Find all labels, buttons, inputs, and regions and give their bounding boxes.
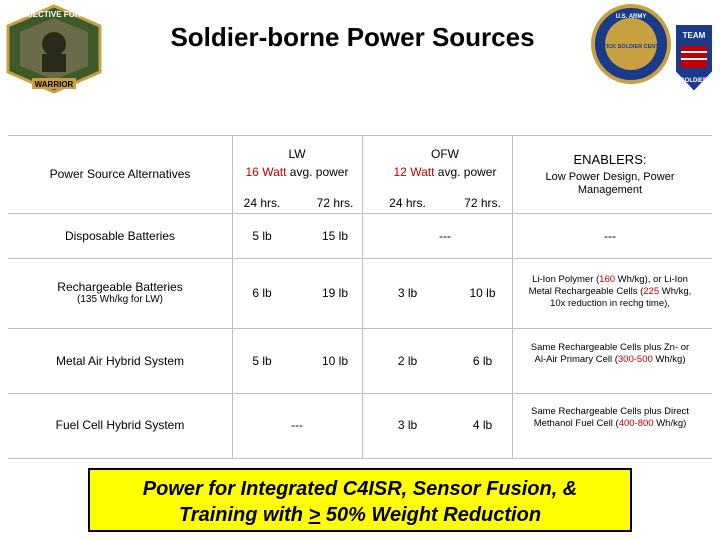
lw-24hr-value: 5 lb bbox=[252, 229, 272, 243]
enabler-highlight: 225 bbox=[643, 286, 660, 297]
enabler-text: Wh/kg, 10x reduction in rechg time), bbox=[550, 286, 692, 309]
svg-text:OBJECTIVE FORCE: OBJECTIVE FORCE bbox=[16, 10, 92, 19]
lw-72hr-value: 10 lb bbox=[321, 354, 349, 368]
lw-watt-num: 16 bbox=[245, 165, 259, 179]
enabler-value bbox=[520, 274, 700, 310]
summary-banner bbox=[88, 468, 632, 532]
enabler-text: Wh/kg) bbox=[653, 418, 687, 429]
lw-24hr-header: 24 hrs. bbox=[243, 196, 281, 210]
enabler-text: Same Rechargeable Cells plus Zn- or Al-Air Primary Cell ( bbox=[530, 342, 690, 365]
svg-text:U.S. ARMY: U.S. ARMY bbox=[615, 14, 647, 20]
banner-text: 50% Weight Reduction bbox=[320, 504, 542, 526]
ofw-72hr-value: 4 lb bbox=[472, 418, 493, 432]
enabler-highlight: 300-500 bbox=[617, 354, 653, 365]
ofw-72hr-value: 10 lb bbox=[469, 286, 496, 300]
enabler-value bbox=[524, 342, 696, 366]
banner-line-2 bbox=[90, 502, 630, 528]
enabler-highlight: 400-800 bbox=[618, 418, 654, 429]
banner-ge-symbol: > bbox=[308, 504, 321, 526]
lw-watt-rest: avg. power bbox=[289, 165, 349, 179]
enabler-highlight: 160 bbox=[599, 274, 616, 285]
row-divider bbox=[8, 258, 712, 259]
ofw-watt-rest: avg. power bbox=[437, 165, 497, 179]
enablers-label: ENABLERS: bbox=[573, 152, 647, 167]
row-name: Rechargeable Batteries bbox=[57, 280, 183, 294]
ofw-watt-unit: Watt bbox=[410, 165, 435, 179]
banner-text: Training with bbox=[178, 504, 309, 526]
ofw-72hr-value: 6 lb bbox=[472, 354, 493, 368]
row-divider bbox=[8, 213, 712, 214]
ofw-header: OFW bbox=[431, 147, 459, 161]
ofw-72hr-header: 72 hrs. bbox=[464, 196, 501, 210]
table-bottom-line bbox=[8, 458, 712, 459]
row-name: Disposable Batteries bbox=[64, 229, 176, 243]
lw-72hr-value: 15 lb bbox=[321, 229, 349, 243]
enabler-text: Same Rechargeable Cells plus Direct Methanol Fuel Cell ( bbox=[531, 406, 689, 429]
lw-24hr-value: 6 lb bbox=[252, 286, 272, 300]
lw-power bbox=[232, 165, 362, 179]
ofw-24hr-value: 2 lb bbox=[397, 354, 418, 368]
banner-line-1: Power for Integrated C4ISR, Sensor Fusion, & bbox=[142, 478, 578, 500]
page-title: Soldier-borne Power Sources bbox=[170, 22, 535, 52]
ofw-power bbox=[370, 165, 520, 179]
lw-header: LW bbox=[288, 147, 306, 161]
enabler-text: Wh/kg) bbox=[652, 354, 686, 365]
enabler-value: --- bbox=[604, 229, 616, 243]
svg-text:WARRIOR: WARRIOR bbox=[34, 80, 74, 89]
row-name: Fuel Cell Hybrid System bbox=[55, 418, 185, 432]
ofw-24hr-header: 24 hrs. bbox=[389, 196, 426, 210]
lw-72hr-value: 19 lb bbox=[321, 286, 349, 300]
lw-72hr-header: 72 hrs. bbox=[316, 196, 354, 210]
enablers-subtitle: Low Power Design, Power Management bbox=[545, 171, 675, 196]
row-divider bbox=[8, 328, 712, 329]
table-top-line bbox=[8, 135, 712, 136]
row-subtext: (135 Wh/kg for LW) bbox=[77, 294, 163, 305]
lw-24hr-value: 5 lb bbox=[252, 354, 272, 368]
objective-force-warrior-logo bbox=[4, 4, 104, 94]
enabler-value bbox=[524, 406, 696, 430]
row-name: Metal Air Hybrid System bbox=[55, 354, 185, 368]
ofw-merged-value: --- bbox=[439, 229, 451, 243]
svg-text:NATICK SOLDIER CENTER: NATICK SOLDIER CENTER bbox=[595, 44, 667, 50]
row-divider bbox=[8, 393, 712, 394]
svg-text:SOLDIER: SOLDIER bbox=[680, 78, 708, 84]
lw-merged-value: --- bbox=[291, 418, 303, 432]
ofw-24hr-value: 3 lb bbox=[397, 418, 418, 432]
ofw-watt-num: 12 bbox=[393, 165, 407, 179]
svg-text:TEAM: TEAM bbox=[682, 31, 706, 40]
enabler-text: Li-Ion Polymer ( bbox=[532, 274, 600, 285]
natick-soldier-center-logo bbox=[585, 2, 717, 97]
ofw-24hr-value: 3 lb bbox=[397, 286, 418, 300]
enabler-text: Wh/kg), or Li-Ion Metal Rechargeable Cells ( bbox=[528, 274, 688, 297]
lw-watt-unit: Watt bbox=[262, 165, 287, 179]
row-header-label: Power Source Alternatives bbox=[49, 167, 191, 181]
